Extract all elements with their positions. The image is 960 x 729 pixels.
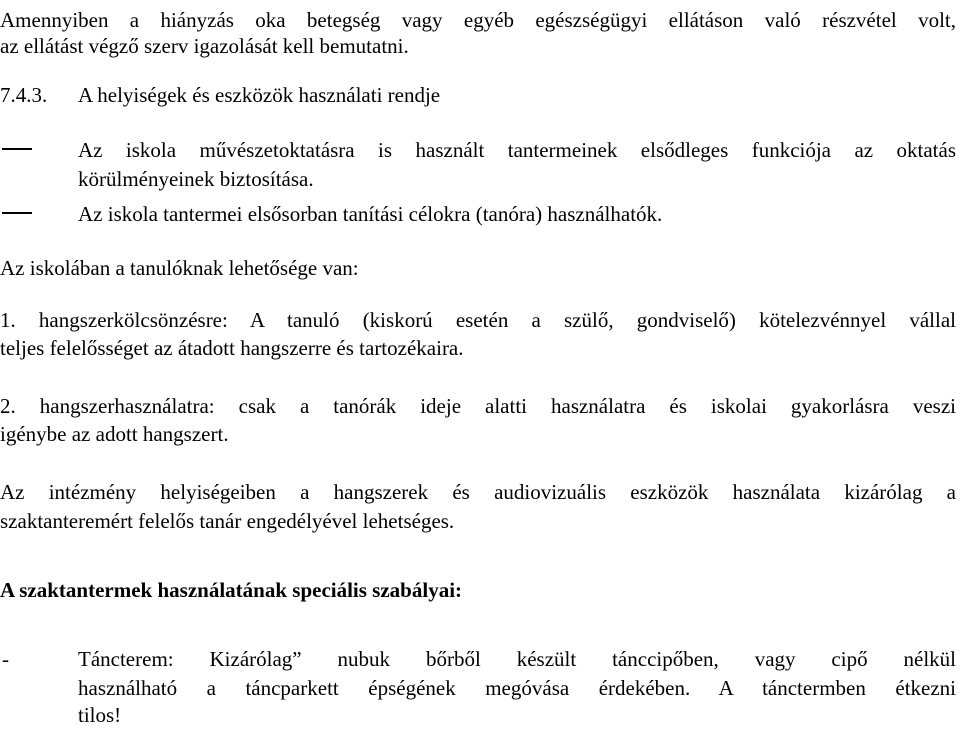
section-number: 7.4.3. — [0, 83, 48, 107]
dash-item-1-line-1: Az iskola művészetoktatásra is használt tantermeinek elsődleges funkciója az oktatás — [78, 138, 956, 162]
item2-line-1: 2. hangszerhasználatra: csak a tanórák ideje alatti használatra és iskolai gyakorlásra veszi — [0, 394, 956, 418]
special-rules-heading: A szaktantermek használatának speciális szabályai: — [0, 578, 463, 602]
dance-line-3: tilos! — [78, 703, 122, 727]
dash-bullet-icon — [2, 212, 32, 214]
section-title: A helyiségek és eszközök használati rendje — [78, 83, 441, 107]
students-intro: Az iskolában a tanulóknak lehetősége van: — [0, 256, 359, 280]
institution-line-1: Az intézmény helyiségeiben a hangszerek és audiovizuális eszközök használata kizárólag a — [0, 480, 956, 504]
dance-line-1: Táncterem: Kizárólag” nubuk bőrből készült tánccipőben, vagy cipő nélkül — [78, 647, 956, 671]
dash-item-2-line-1: Az iskola tantermei elsősorban tanítási célokra (tanóra) használhatók. — [78, 202, 663, 226]
intro-line-1: Amennyiben a hiányzás oka betegség vagy egyéb egészségügyi ellátáson való részvétel volt, — [0, 8, 956, 32]
institution-line-2: szaktanteremért felelős tanár engedélyével lehetséges. — [0, 509, 455, 533]
dash-item-1-line-2: körülményeinek biztosítása. — [78, 167, 314, 191]
section-heading — [0, 81, 440, 109]
dance-line-2: használható a táncparkett épségének megóvása érdekében. A tánctermben étkezni — [78, 676, 956, 700]
item1-line-2: teljes felelősséget az átadott hangszerre és tartozékaira. — [0, 336, 464, 360]
intro-line-2: az ellátást végző szerv igazolását kell bemutatni. — [0, 34, 409, 58]
dance-bullet: - — [2, 647, 9, 671]
dash-bullet-icon — [2, 148, 32, 150]
item1-line-1: 1. hangszerkölcsönzésre: A tanuló (kiskorú esetén a szülő, gondviselő) kötelezvénnyel vállal — [0, 308, 956, 332]
item2-line-2: igénybe az adott hangszert. — [0, 422, 229, 446]
